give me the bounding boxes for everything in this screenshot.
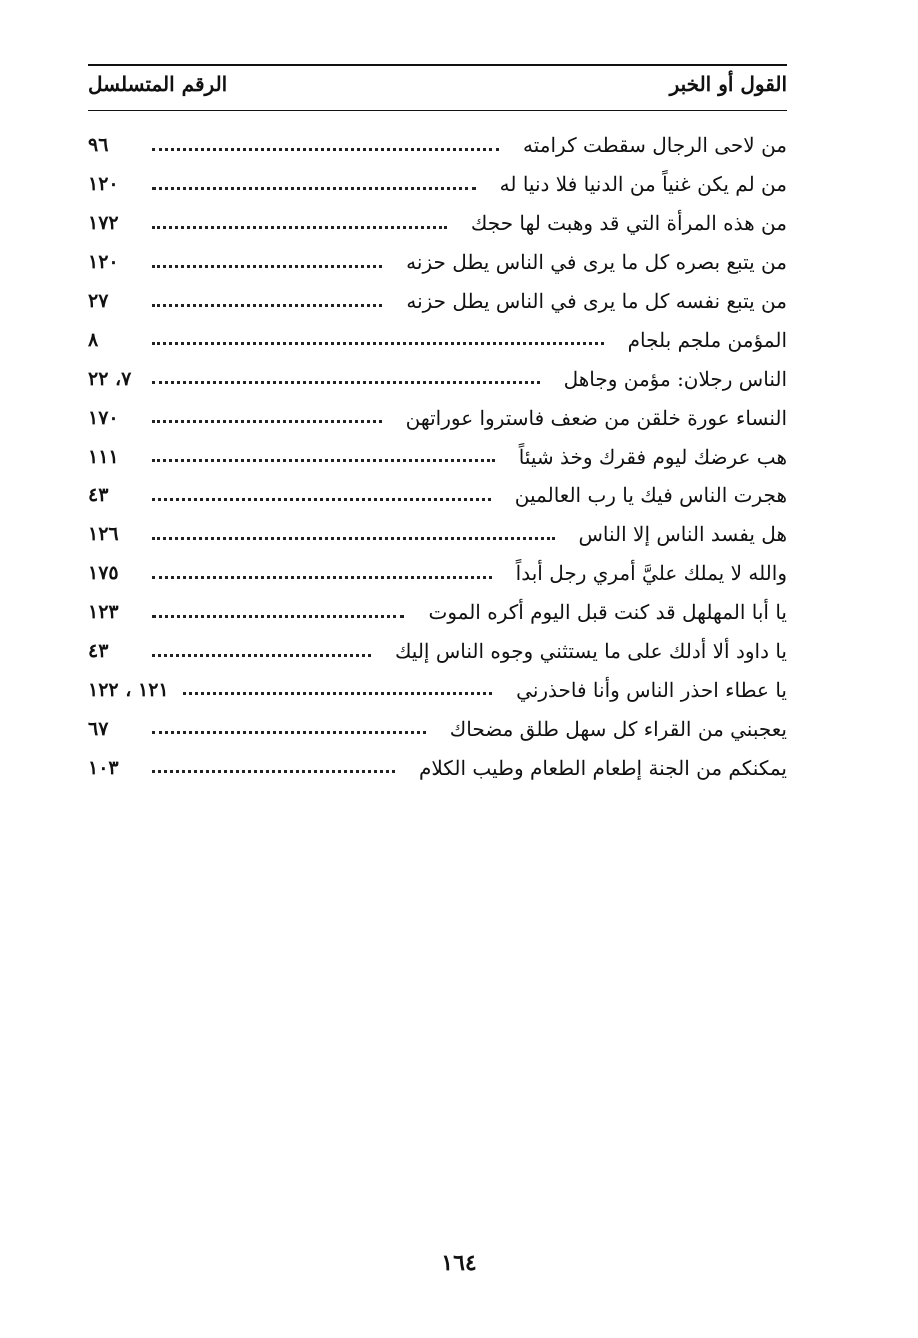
dot-leader [152, 731, 426, 734]
index-entry [88, 398, 787, 437]
entry-number: ١١١ [88, 445, 119, 468]
entry-number: ١٧٠ [88, 406, 119, 429]
index-entry [88, 632, 787, 671]
dot-leader [152, 148, 499, 151]
dot-leader [152, 576, 492, 579]
header-rule [88, 110, 787, 111]
index-entry [88, 593, 787, 632]
header-number-column: الرقم المتسلسل [88, 72, 228, 96]
entry-number: ١٧٥ [88, 562, 119, 585]
index-entry [88, 748, 787, 787]
dot-leader [152, 770, 395, 773]
dot-leader [152, 226, 447, 229]
page-number: ١٦٤ [441, 1250, 477, 1276]
index-entry [88, 165, 787, 204]
index-entries [88, 126, 787, 787]
index-entry [88, 476, 787, 515]
dot-leader [152, 537, 555, 540]
entry-number: ١٠٣ [88, 756, 119, 779]
dot-leader [152, 498, 491, 501]
dot-leader [152, 420, 382, 423]
dot-leader [152, 459, 495, 462]
entry-text: من هذه المرأة التي قد وهبت لها حجك [470, 211, 787, 236]
entry-text: يا داود ألا أدلك على ما يستثني وجوه الناس إليك [394, 639, 787, 664]
dot-leader [152, 187, 476, 190]
index-entry [88, 320, 787, 359]
entry-number: ١٢١ ، ١٢٢ [88, 678, 169, 701]
index-entry [88, 282, 787, 321]
table-header [88, 72, 787, 104]
entry-text: من لم يكن غنياً من الدنيا فلا دنيا له [499, 172, 787, 197]
dot-leader [152, 654, 371, 657]
entry-text: من يتبع نفسه كل ما يرى في الناس يطل حزنه [406, 289, 787, 313]
index-entry [88, 515, 787, 554]
entry-text: الناس رجلان: مؤمن وجاهل [563, 366, 787, 391]
entry-number: ٩٦ [88, 134, 109, 157]
entry-text: والله لا يملك عليَّ أمري رجل أبداً [515, 561, 787, 586]
index-entry [88, 554, 787, 593]
index-entry [88, 126, 787, 165]
index-entry [88, 204, 787, 243]
entry-text: هل يفسد الناس إلا الناس [578, 522, 787, 547]
entry-text: يا أبا المهلهل قد كنت قبل اليوم أكره الموت [428, 600, 787, 625]
entry-text: المؤمن ملجم بلجام [627, 327, 787, 352]
index-entry [88, 359, 787, 398]
entry-text: يا عطاء احذر الناس وأنا فاحذرني [516, 677, 787, 702]
header-quote-column: القول أو الخبر [669, 72, 787, 96]
entry-number: ٤٣ [88, 484, 109, 507]
entry-number: ٦٧ [88, 717, 109, 740]
entry-number: ١٢٦ [88, 523, 119, 546]
entry-number: ١٢٣ [88, 601, 119, 624]
dot-leader [152, 615, 404, 618]
index-entry [88, 670, 787, 709]
dot-leader [152, 342, 604, 345]
entry-text: النساء عورة خلقن من ضعف فاستروا عوراتهن [405, 405, 787, 430]
entry-text: من لاحى الرجال سقطت كرامته [523, 133, 787, 158]
entry-number: ١٧٢ [88, 212, 119, 235]
index-entry [88, 709, 787, 748]
dot-leader [183, 692, 493, 695]
dot-leader [152, 304, 382, 307]
entry-number: ٢٧ [88, 290, 109, 312]
top-rule [88, 64, 787, 66]
entry-text: هب عرضك ليوم فقرك وخذ شيئاً [518, 444, 787, 469]
index-entry [88, 437, 787, 476]
dot-leader [152, 381, 540, 384]
entry-number: ٧، ٢٢ [88, 367, 132, 390]
entry-number: ١٢٠ [88, 173, 119, 196]
entry-text: هجرت الناس فيك يا رب العالمين [514, 483, 787, 508]
entry-text: من يتبع بصره كل ما يرى في الناس يطل حزنه [406, 250, 787, 275]
entry-number: ١٢٠ [88, 251, 119, 274]
dot-leader [152, 265, 382, 268]
entry-number: ٤٣ [88, 640, 109, 663]
entry-text: يعجبني من القراء كل سهل طلق مضحاك [449, 716, 787, 741]
index-entry [88, 243, 787, 282]
entry-number: ٨ [88, 328, 99, 351]
entry-text: يمكنكم من الجنة إطعام الطعام وطيب الكلام [418, 755, 787, 780]
